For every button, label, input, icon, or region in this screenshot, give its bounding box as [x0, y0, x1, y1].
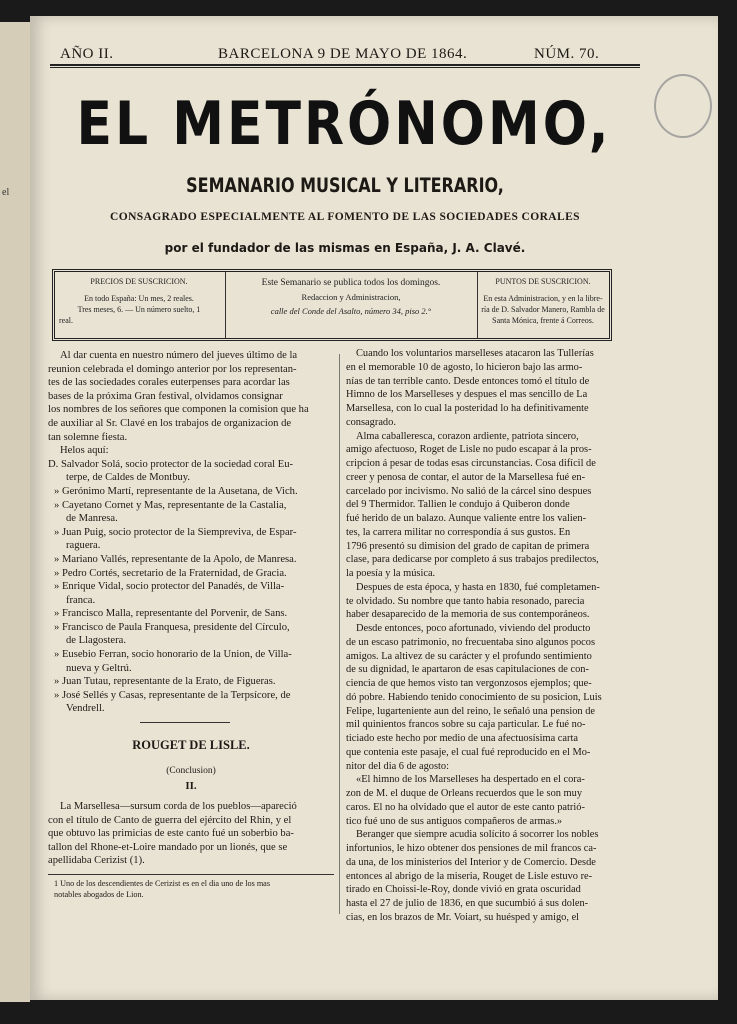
prices-title: PRECIOS DE SUSCRICION. — [90, 277, 188, 286]
text-line: bases de la próxima Gran festival, olvidamos consignar — [48, 390, 283, 402]
issue-number: NÚM. 70. — [534, 46, 600, 62]
list-line: » Francisco de Paula Franquesa, presidente del Círculo, — [54, 621, 290, 633]
text-line: que contenia este pasaje, el cual fué reproducido en el Mo- — [346, 746, 591, 758]
text-line: tes de las sociedades corales euterpenses para acordar las — [48, 377, 290, 389]
footnote-rule — [48, 874, 334, 875]
text-line: nías de tan terrible canto. Desde entonces tomó el título de — [346, 375, 590, 387]
header-rule — [50, 64, 640, 66]
text-line: Himno de los Marselleses y despues el mas sencillo de La — [346, 389, 588, 401]
prices-line: Tres meses, 6. — Un número suelto, 1 — [77, 305, 201, 314]
text-line: tes, la carrera militar no correspondía á sus gustos. En — [346, 526, 571, 538]
points-line: En esta Administracion, y en la libre- — [483, 294, 603, 303]
column-divider — [339, 354, 340, 914]
text-line: en el memorable 10 de agosto, lo hicieron bajo las armo- — [346, 361, 583, 373]
list-line: D. Salvador Solá, socio protector de la sociedad coral Eu- — [48, 458, 294, 470]
text-line: que obtuvo las primicias de este canto fué un soberbio ba- — [48, 828, 294, 840]
library-stamp — [654, 74, 712, 138]
text-line: Felipe, lugarteniente aun del reino, le señaló una pension de — [346, 705, 596, 717]
text-line: Marsellesa, con lo cual la posteridad lo ha definitivamente — [346, 403, 589, 414]
text-line: tirado en Choissi-le-Roy, donde vivió en grata oscuridad — [346, 884, 581, 896]
text-line: Beranger que siempre acudia solícito á socorrer los nobles — [356, 829, 599, 841]
text-line: Al dar cuenta en nuestro número del jueves último de la — [60, 350, 298, 361]
text-line: haber desaparecido de la memoria de sus contemporáneos. — [346, 609, 590, 621]
list-line: » Eusebio Ferran, socio honorario de la Union, de Villa- — [54, 649, 292, 661]
text-line: ticiado este hecho por medio de una afectuosísima carta — [346, 733, 578, 744]
publication-line: Este Semanario se publica todos los domingos. — [261, 278, 441, 288]
text-line: 1796 presentó su dimision del grado de capitan de primera — [346, 540, 590, 552]
text-line: fué herido de un balazo. Aunque valiente entre los valien- — [346, 513, 587, 524]
text-line: de un escaso patrimonio, no frecuentaba sino algunos pocos — [346, 636, 596, 648]
dateline: BARCELONA 9 DE MAYO DE 1864. — [218, 46, 468, 62]
section-number: II. — [185, 780, 197, 792]
list-line: » Francisco Malla, representante del Porvenir, de Sans. — [54, 608, 288, 620]
newspaper-page — [30, 16, 718, 1000]
quote-line: «El himno de los Marselleses ha despertado en el cora- — [356, 774, 585, 786]
text-line: infortunios, le hizo obtener dos pensiones de mil francos ca- — [346, 843, 597, 854]
points-line: ría de D. Salvador Manero, Rambla de — [481, 305, 605, 314]
page-edge-mark: el — [2, 187, 10, 198]
conclusion-label: (Conclusion) — [166, 766, 216, 776]
text-line: carcelado por incivismo. No salió de la cárcel sino despues — [346, 485, 592, 497]
text-line: del 9 Thermidor. Tallien le condujo á Quiberon donde — [346, 499, 570, 511]
publication-block — [229, 276, 473, 318]
header-rule-thin — [50, 67, 640, 68]
masthead-founder: por el fundador de las mismas en España, J. A. Clavé. — [164, 241, 526, 255]
year-label: AÑO II. — [60, 46, 114, 62]
left-column — [48, 349, 309, 716]
text-line: Alma caballeresca, corazon ardiente, patriota sincero, — [356, 430, 579, 442]
publication-line: calle del Conde del Asalto, número 34, piso 2.° — [270, 306, 432, 316]
article-body — [48, 800, 297, 868]
text-line: hasta el 27 de julio de 1836, en que sucumbió á sus dolen- — [346, 898, 589, 909]
prices-block — [59, 276, 219, 326]
text-line: mil quinientos francos sobre su caja particular. Le fué no- — [346, 719, 586, 731]
publication-line: Redaccion y Administracion, — [301, 292, 401, 302]
scan-bottom-edge — [30, 1000, 718, 1024]
text-line: da una, de los ministerios del Interior y de Comercio. Desde — [346, 856, 596, 868]
text-line: dó pobre. Habiendo tenido conocimiento de su posicion, Luis — [346, 691, 602, 703]
subscription-info-box — [52, 269, 612, 341]
list-line: » Gerónimo Martí, representante de la Ausetana, de Vich. — [54, 485, 298, 497]
list-line: » Juan Tutau, representante de la Erato, de Figueras. — [54, 676, 276, 688]
list-line: » Enrique Vidal, socio protector del Panadés, de Villa- — [54, 581, 285, 593]
list-line: » Pedro Cortés, secretario de la Fraternidad, de Gracia. — [54, 567, 287, 579]
list-line: Vendrell. — [66, 703, 105, 715]
masthead-subtitle: SEMANARIO MUSICAL Y LITERARIO, — [186, 174, 504, 197]
text-line: Helos aquí: — [60, 445, 109, 457]
text-line: La Marsellesa—sursum corda de los pueblos—apareció — [60, 801, 297, 812]
text-line: Desde entonces, poco afortunado, viviendo del producto — [356, 623, 591, 634]
list-line: terpe, de Caldes de Montbuy. — [66, 472, 191, 484]
text-line: de auxiliar al Sr. Clavé en los trabajos de organizacion de — [48, 417, 292, 429]
previous-page-edge — [0, 22, 31, 1002]
quote-line: tico fué uno de sus antiguos compañeros de armas.» — [346, 815, 563, 827]
prices-line: real. — [59, 316, 73, 325]
list-line: franca. — [66, 594, 96, 606]
text-line: con el título de Canto de guerra del ejército del Rhin, y el — [48, 814, 292, 826]
points-line: Santa Mónica, frente á Correos. — [492, 316, 594, 325]
text-line: cias, en los brazos de Mr. Voiart, su huésped y amigo, el — [346, 911, 580, 923]
text-line: clase, para dedicarse por completo á sus trabajos predilectos, — [346, 554, 599, 566]
text-line: los nombres de los señores que componen la comision que ha — [48, 404, 309, 416]
list-line: de Llagostera. — [66, 635, 127, 647]
text-line: te olvidado. Su nombre que tanto habia resonado, parecia — [346, 595, 585, 607]
text-line: la poesía y la música. — [346, 568, 436, 579]
list-line: » Mariano Vallés, representante de la Apolo, de Manresa. — [54, 553, 297, 565]
text-line: amigo afectuoso, Roget de Lisle no pudo escapar á la pros- — [346, 444, 592, 456]
list-line: nueva y Geltrú. — [66, 662, 132, 674]
masthead-title: EL METRÓNOMO, — [76, 90, 612, 159]
text-line: amigos. La altivez de su carácter y el profundo sentimiento — [346, 650, 592, 662]
text-line: tallon del Rhone-et-Loire mandado por un lionés, que se — [48, 841, 288, 853]
text-line: tan solemne fiesta. — [48, 431, 128, 443]
footnote-line: 1 Uno de los descendientes de Cerizist es en el dia uno de los mas — [54, 879, 271, 888]
text-line: de su dignidad, le apartaron de esas capitulaciones de con- — [346, 664, 589, 676]
text-line: entonces al abrigo de la miseria, Rouget de Lisle estuvo re- — [346, 870, 593, 882]
prices-line: En todo España: Un mes, 2 reales. — [84, 294, 194, 303]
article-title: ROUGET DE LISLE. — [132, 738, 250, 752]
list-line: » Cayetano Cornet y Mas, representante de la Castalia, — [54, 499, 287, 511]
footnote — [54, 878, 270, 900]
list-line: de Manresa. — [66, 513, 118, 525]
text-line: cripcion á pesar de todas esas circunstancias. Cosa difícil de — [346, 458, 596, 469]
masthead-dedication: CONSAGRADO ESPECIALMENTE AL FOMENTO DE LAS SOCIEDADES CORALES — [110, 211, 580, 223]
text-line: nitor del dia 6 de agosto: — [346, 760, 450, 772]
text-line: consagrado. — [346, 416, 396, 428]
text-line: Cuando los voluntarios marselleses atacaron las Tullerías — [356, 348, 594, 359]
section-separator — [140, 722, 230, 723]
list-line: » José Sellés y Casas, representante de la Terpsícore, de — [54, 689, 291, 701]
subscription-points-block — [481, 276, 605, 326]
text-line: Despues de esta época, y hasta en 1830, fué completamen- — [356, 581, 600, 593]
text-line: ciencia de que hemos visto tan vergonzosos ejemplos; que- — [346, 678, 592, 689]
text-line: reunion celebrada el domingo anterior por los representan- — [48, 363, 297, 375]
list-line: raguera. — [66, 540, 101, 552]
right-column — [346, 347, 602, 925]
list-line: » Juan Puig, socio protector de la Siempreviva, de Espar- — [54, 526, 297, 538]
footnote-line: notables abogados de Lion. — [54, 890, 144, 899]
box-divider — [477, 272, 478, 338]
text-line: creer y penosa de contar, el autor de la Marsellesa fué en- — [346, 471, 586, 483]
text-line: apellidaba Cerizist (1). — [48, 855, 145, 867]
points-title: PUNTOS DE SUSCRICION. — [495, 277, 591, 286]
quote-line: caros. El no ha olvidado que el autor de este canto patrió- — [346, 801, 585, 813]
box-divider — [225, 272, 226, 338]
quote-line: zon de M. el duque de Orleans recuerdos que le son muy — [346, 788, 583, 799]
